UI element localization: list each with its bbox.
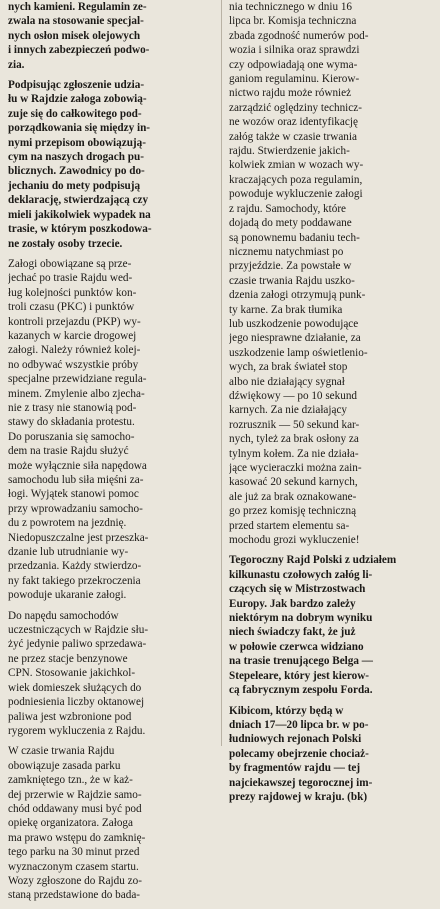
text-line: rajdu. Stwierdzenie jakich- <box>229 145 350 158</box>
text-line: w połowie czerwca widziano <box>229 640 364 653</box>
text-line: samochodu lub siła mięśni za- <box>8 474 144 486</box>
text-line: wych, za brak świateł stop <box>229 361 348 374</box>
text-line: uszkodzenie lamp oświetlenio- <box>229 346 368 359</box>
text-line: Tegoroczny Rajd Polski z udziałem <box>229 554 397 567</box>
text-line: zarządzić oględziny technicz- <box>229 101 362 114</box>
left-column <box>8 0 216 909</box>
text-line: karnych. Za nie działający <box>229 404 348 417</box>
text-line: jego niesprawne działanie, za <box>229 332 361 345</box>
text-line: kontroli przejazdu (PKP) wy- <box>8 315 141 328</box>
text-line: tego parku na 30 minut przed <box>8 846 140 859</box>
text-line: minem. Zmylenie albo zjecha- <box>8 387 145 400</box>
text-line: czących się w Mistrzostwach <box>229 583 366 596</box>
text-line: Do poruszania się samocho- <box>8 430 135 443</box>
text-line: nia technicznego w dniu 16 <box>229 1 353 13</box>
paragraph <box>8 744 216 902</box>
text-line: go przez komisję techniczną <box>229 505 357 518</box>
text-line: stawy do składania protestu. <box>8 416 135 429</box>
text-line: ale już za brak oznakowane- <box>229 490 357 503</box>
text-line: wyznaczonym czasem startu. <box>8 860 139 873</box>
paragraph <box>8 0 216 72</box>
text-line: Kibicom, którzy będą w <box>229 704 344 717</box>
text-line: opiekę organizatora. Załoga <box>8 817 133 830</box>
text-line: przed startem elementu sa- <box>229 519 350 532</box>
text-line: ganiom regulaminu. Kierow- <box>229 73 360 86</box>
text-line: kasować 20 sekund karnych, <box>229 476 358 489</box>
text-line: CPN. Stosowanie jakichkol- <box>8 667 136 680</box>
text-line: uczestniczących w Rajdzie słu- <box>8 624 149 637</box>
text-line: podniesienia liczby oktanowej <box>8 696 145 709</box>
text-line: Europy. Jak bardzo zależy <box>229 597 356 610</box>
text-line: czy odpowiadają one wyma- <box>229 58 358 71</box>
text-line: ty karne. Za brak tłumika <box>229 303 343 316</box>
text-line: polecamy obejrzenie chociaż- <box>229 747 369 760</box>
text-line: ne wozów oraz identyfikację <box>229 116 358 129</box>
text-line: deklarację, stwierdzającą czy <box>8 194 149 207</box>
text-line: przedzania. Każdy stwierdzo- <box>8 560 142 573</box>
text-line: zia. <box>8 58 25 71</box>
text-line: kolwiek zmian w wozach wy- <box>229 159 364 172</box>
text-line: ny fakt takiego przekroczenia <box>8 574 141 587</box>
text-line: na trasie trenującego Belga — <box>229 655 373 668</box>
text-line: najciekawszej tegorocznej im- <box>229 776 373 789</box>
text-line: dniach 17—20 lipca br. w po- <box>229 718 369 731</box>
text-line: specjalne przewidziane regula- <box>8 373 147 386</box>
text-line: ma prawo wstępu do zamknię- <box>8 831 146 844</box>
text-line: zwala na stosowanie specjal- <box>8 15 144 28</box>
text-line: ne przez stacje benzynowe <box>8 652 128 665</box>
paragraph <box>8 609 216 739</box>
text-line: blicznych. Zawodnicy po do- <box>8 165 145 178</box>
text-line: lub uszkodzenie powodujące <box>229 317 359 330</box>
text-line: no odbywać wszystkie próby <box>8 358 139 371</box>
text-line: dojadą do mety poddawane <box>229 217 352 230</box>
text-line: przy wprowadzaniu samocho- <box>8 502 143 515</box>
text-line: wiek domieszek służących do <box>8 681 142 694</box>
text-line: W czasie trwania Rajdu <box>8 745 115 758</box>
text-line: nie z trasy nie stanowią pod- <box>8 401 137 414</box>
text-line: nych, tyleż za brak osłony za <box>229 433 359 446</box>
paragraph <box>8 257 216 603</box>
text-line: Niedopuszczalne jest przeszka- <box>8 531 149 544</box>
text-line: nicznemu natychmiast po <box>229 245 344 258</box>
text-line: cym na naszych drogach pu- <box>8 151 144 164</box>
text-line: powoduje wykluczenie załogi <box>229 188 363 201</box>
column-divider <box>221 0 222 746</box>
text-line: paliwa jest wzbronione pod <box>8 710 132 723</box>
text-line: niektórym na dobrym wyniku <box>229 612 373 625</box>
text-line: załogi. Należy również kolej- <box>8 344 141 357</box>
text-line: Do napędu samochodów <box>8 609 119 622</box>
text-line: rygorem wykluczenia z Rajdu. <box>8 724 146 737</box>
text-line: niech świadczy fakt, że już <box>229 626 356 639</box>
text-line: przyjeździe. Za powstałe w <box>229 260 352 273</box>
paragraph <box>229 704 436 805</box>
text-line: żyć jedynie paliwo sprzedawa- <box>8 638 147 651</box>
text-line: z rajdu. Samochody, które <box>229 202 347 215</box>
text-line: obowiązuje zasada parku <box>8 759 121 772</box>
text-line: łogi. Wyjątek stanowi pomoc <box>8 488 139 501</box>
text-line: łudniowych rejonach Polski <box>229 733 362 746</box>
text-line: du z powrotem na jezdnię. <box>8 517 127 530</box>
text-line: kazanych w karcie drogowej <box>8 329 137 342</box>
text-line: dzanie lub utrudnianie wy- <box>8 546 129 559</box>
text-line: rozrusznik — 50 sekund kar- <box>229 418 360 431</box>
text-line: cą fabrycznym zespołu Forda. <box>229 684 373 697</box>
text-line: tylnym kołem. Za nie działa- <box>229 447 359 460</box>
text-line: Podpisując zgłoszenie udzia- <box>8 79 145 92</box>
text-line: łu w Rajdzie załoga zobowią- <box>8 93 147 106</box>
text-line: dem na trasie Rajdu służyć <box>8 445 129 458</box>
text-line: dzenia załogi otrzymują punk- <box>229 289 366 302</box>
text-line: powoduje ukaranie załogi. <box>8 589 127 602</box>
text-line: trasie, w którym poszkodowa- <box>8 223 152 236</box>
right-column <box>229 0 436 810</box>
paragraph <box>229 0 436 547</box>
text-line: Stepeleare, który jest kierow- <box>229 669 370 682</box>
text-line: dźwiękowy — po 10 sekund <box>229 389 358 402</box>
text-line: załóg także w czasie trwania <box>229 130 357 143</box>
text-line: Załogi obowiązane są prze- <box>8 257 132 270</box>
text-line: troli czasu (PKC) i punktów <box>8 301 135 314</box>
text-line: ług kolejności punktów kon- <box>8 286 137 299</box>
text-line: prezy rajdowej w kraju. (bk) <box>229 790 368 803</box>
text-line: zamkniętego tzn., że w każ- <box>8 774 133 787</box>
text-line: mochodu grozi wykluczenie! <box>229 534 360 547</box>
text-line: wozia i silnika oraz sprawdzi <box>229 44 360 57</box>
text-line: nictwo rajdu może również <box>229 87 352 100</box>
text-line: zbada zgodność numerów pod- <box>229 29 369 42</box>
text-line: lipca br. Komisja techniczna <box>229 15 357 28</box>
text-line: porządkowania się między in- <box>8 122 151 135</box>
text-line: Wozy zgłoszone do Rajdu zo- <box>8 874 142 887</box>
text-line: kilkunastu czołowych załóg li- <box>229 568 373 581</box>
text-line: nych kamieni. Regulamin ze- <box>8 1 147 13</box>
text-line: ne zostały osoby trzecie. <box>8 237 123 250</box>
text-line: i innych zabezpieczeń podwo- <box>8 44 150 57</box>
text-line: chód oddawany musi być pod <box>8 802 142 815</box>
text-line: zuje się do całkowitego pod- <box>8 107 142 120</box>
text-line: są ponownemu badaniu tech- <box>229 231 360 244</box>
text-line: dej przerwie w Rajdzie samo- <box>8 788 142 801</box>
text-line: czasie trwania Rajdu uszko- <box>229 274 355 287</box>
text-line: jechaniu do mety podpisują <box>8 179 141 192</box>
paragraph <box>229 553 436 697</box>
text-line: kraczających poza regulamin, <box>229 173 363 186</box>
text-line: jące wycieraczki można zain- <box>229 462 362 474</box>
text-line: by fragmentów rajdu — tej <box>229 762 361 775</box>
text-line: albo nie działający sygnał <box>229 375 345 388</box>
text-line: jechać po trasie Rajdu wed- <box>8 272 133 285</box>
text-line: mieli jakikolwiek wypadek na <box>8 208 151 221</box>
text-line: może wyłącznie siła napędowa <box>8 459 147 472</box>
text-line: nych osłon misek olejowych <box>8 29 141 42</box>
paragraph <box>8 78 216 251</box>
text-line: nymi przepisom obowiązują- <box>8 136 146 149</box>
text-line: staną przedstawione do bada- <box>8 889 141 902</box>
